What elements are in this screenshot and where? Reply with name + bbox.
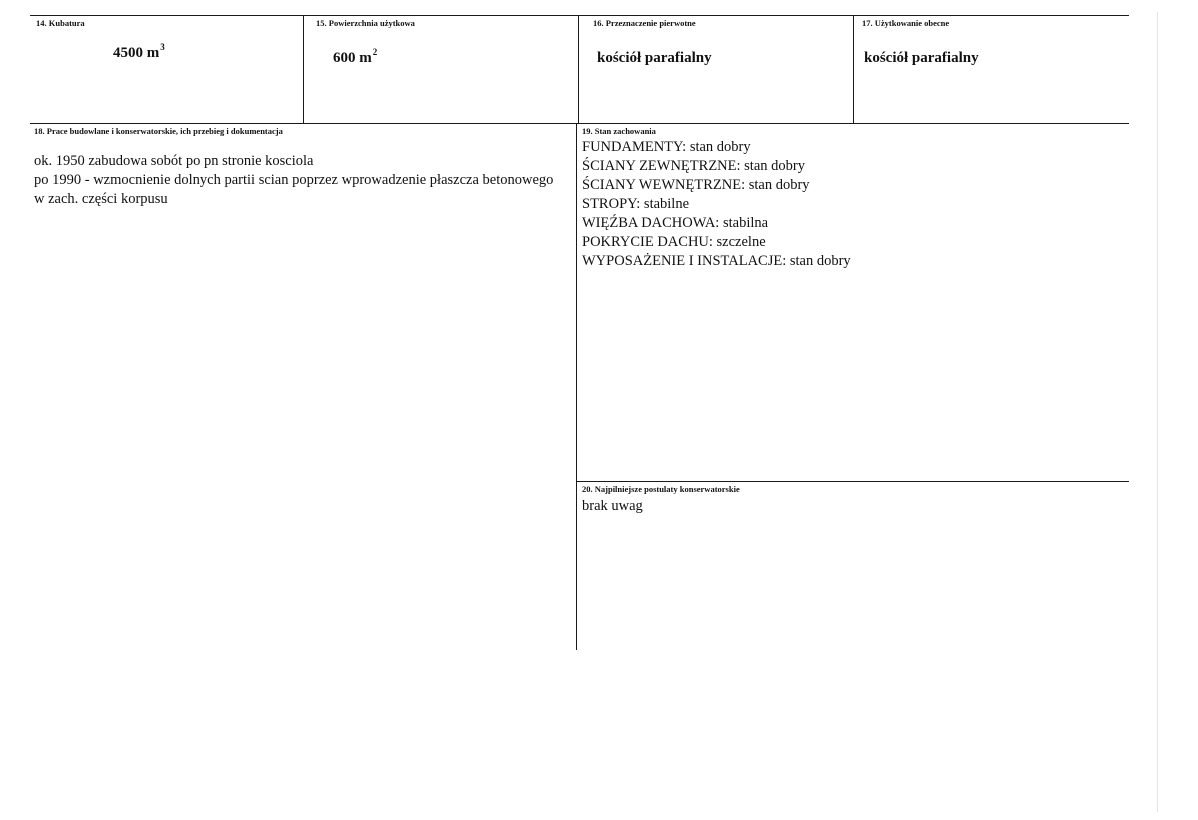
condition-line: POKRYCIE DACHU: szczelne [582,234,766,250]
works-text [34,152,564,209]
postulates-value: brak uwag [582,498,643,514]
row1-bottom-border [30,123,1129,124]
condition-text [582,138,851,271]
condition-label: 19. Stan zachowania [582,126,656,136]
section-19-bottom-border [576,481,1129,482]
usable-area-value [333,47,378,67]
condition-line: WIĘŹBA DACHOWA: stabilna [582,215,769,231]
condition-line: ŚCIANY WEWNĘTRZNE: stan dobry [582,177,810,193]
original-purpose-value: kościół parafialny [597,50,712,66]
postulates-label: 20. Najpilniejsze postulaty konserwatorskie [582,484,740,494]
works-line: po 1990 - wzmocnienie dolnych partii scian poprzez wprowadzenie płaszcza betonowego w zach. części korpusu [34,172,554,207]
divider-col-1 [303,15,304,123]
top-border [30,15,1129,16]
cubature-value-text: 4500 m [113,45,160,61]
cubature-label: 14. Kubatura [36,18,85,28]
works-line: ok. 1950 zabudowa sobót po pn stronie kosciola [34,153,314,169]
usable-area-value-text: 600 m [333,50,372,66]
divider-col-2 [578,15,579,123]
current-use-value: kościół parafialny [864,50,979,66]
divider-col-3 [853,15,854,123]
original-purpose-label: 16. Przeznaczenie pierwotne [593,18,696,28]
condition-line: WYPOSAŻENIE I INSTALACJE: stan dobry [582,253,851,269]
condition-line: ŚCIANY ZEWNĘTRZNE: stan dobry [582,158,805,174]
page-edge-shadow [1157,12,1158,812]
condition-line: FUNDAMENTY: stan dobry [582,139,751,155]
usable-area-label: 15. Powierzchnia użytkowa [316,18,415,28]
works-label: 18. Prace budowlane i konserwatorskie, ich przebieg i dokumentacja [34,126,283,136]
usable-area-unit-exponent: 2 [372,47,378,57]
cubature-unit-exponent: 3 [160,42,165,52]
condition-line: STROPY: stabilne [582,196,690,212]
divider-lower-middle [576,123,577,650]
current-use-label: 17. Użytkowanie obecne [862,18,950,28]
cubature-value [113,42,165,62]
